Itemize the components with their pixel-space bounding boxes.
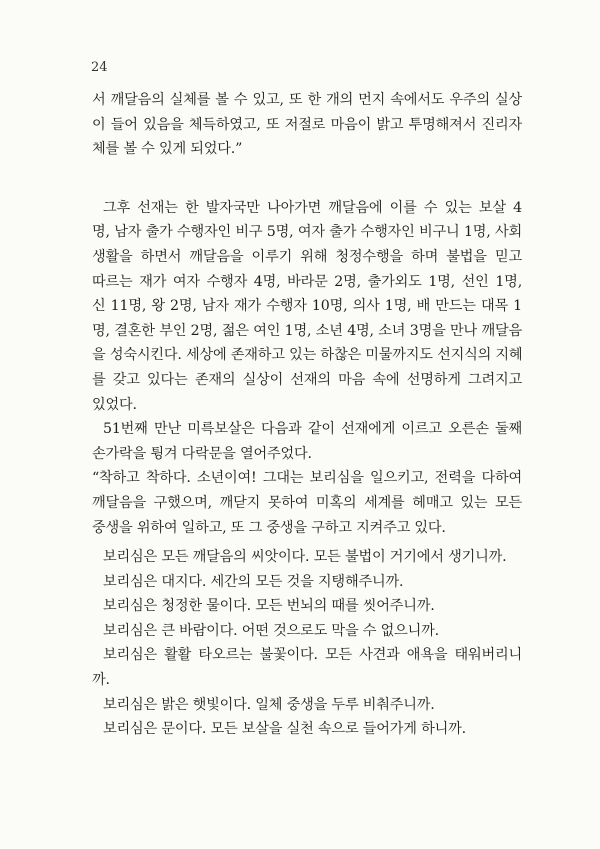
- text-line: 51번째 만난 미륵보살은 다음과 같이 선재에게 이르고 오른손 둘째: [103, 421, 522, 438]
- text-line: 이 들어 있음을 체득하였고, 또 저절로 마음이 밝고 투명해져서 진리자: [92, 116, 522, 133]
- paragraph-sudhana-journey: [92, 196, 522, 417]
- text-line: 를 갖고 있다는 존재의 실상이 선재의 마음 속에 선명하게 그려지고: [92, 371, 522, 388]
- paragraph-quote-end: [92, 88, 522, 162]
- text-line: 손가락을 튕겨 다락문을 열어주었다.: [92, 445, 312, 462]
- text-line: 중생을 위하여 일하고, 또 그 중생을 구하고 지켜주고 있다.: [92, 519, 446, 536]
- paragraph-maitreya: [92, 417, 522, 466]
- verse-line: 보리심은 밝은 햇빛이다. 일체 중생을 두루 비춰주니까.: [103, 696, 435, 713]
- text-line: “착하고 착하다. 소년이여! 그대는 보리심을 일으키고, 전력을 다하여: [92, 470, 522, 487]
- text-line: 있었다.: [92, 396, 137, 413]
- verse-line: 보리심은 모든 깨달음의 씨앗이다. 모든 불법이 거기에서 생기니까.: [103, 549, 507, 566]
- verse-line: 보리심은 큰 바람이다. 어떤 것으로도 막을 수 없으니까.: [103, 622, 439, 639]
- text-line: 깨달음을 구했으며, 깨닫지 못하여 미혹의 세계를 헤매고 있는 모든: [92, 494, 522, 511]
- paragraph-praise: [92, 466, 522, 540]
- verse-line: 까.: [92, 672, 110, 689]
- verse-line: 보리심은 문이다. 모든 보살을 실천 속으로 들어가게 하니까.: [103, 721, 466, 738]
- verse-line: 보리심은 대지다. 세간의 모든 것을 지탱해주니까.: [103, 573, 404, 590]
- text-line: 신 11명, 왕 2명, 남자 재가 수행자 10명, 의사 1명, 배 만드는 대목 1: [92, 298, 522, 315]
- text-line: 생활을 하면서 깨달음을 이루기 위해 청정수행을 하며 불법을 믿고: [92, 248, 522, 265]
- text-line: 따르는 재가 여자 수행자 4명, 바라문 2명, 출가외도 1명, 선인 1명,: [92, 273, 522, 290]
- text-line: 서 깨달음의 실체를 볼 수 있고, 또 한 개의 먼지 속에서도 우주의 실상: [92, 92, 522, 108]
- page-number: 24: [91, 60, 108, 75]
- text-line: 을 성숙시킨다. 세상에 존재하고 있는 하찮은 미물까지도 선지식의 지혜: [92, 347, 523, 364]
- text-line: 그후 선재는 한 발자국만 나아가면 깨달음에 이를 수 있는 보살 4: [103, 199, 522, 216]
- page-body: [92, 88, 522, 742]
- verse-line: 보리심은 활활 타오르는 불꽃이다. 모든 사견과 애욕을 태워버리니: [103, 647, 522, 664]
- bodhicitta-verses: [92, 545, 522, 742]
- text-line: 명, 결혼한 부인 2명, 젊은 여인 1명, 소년 4명, 소녀 3명을 만나 깨달음: [92, 322, 522, 339]
- verse-line: 보리심은 청정한 물이다. 모든 번뇌의 때를 씻어주니까.: [103, 598, 435, 615]
- text-line: 체를 볼 수 있게 되었다.”: [92, 141, 243, 158]
- text-line: 명, 남자 출가 수행자인 비구 5명, 여자 출가 수행자인 비구니 1명, 사회: [92, 224, 522, 241]
